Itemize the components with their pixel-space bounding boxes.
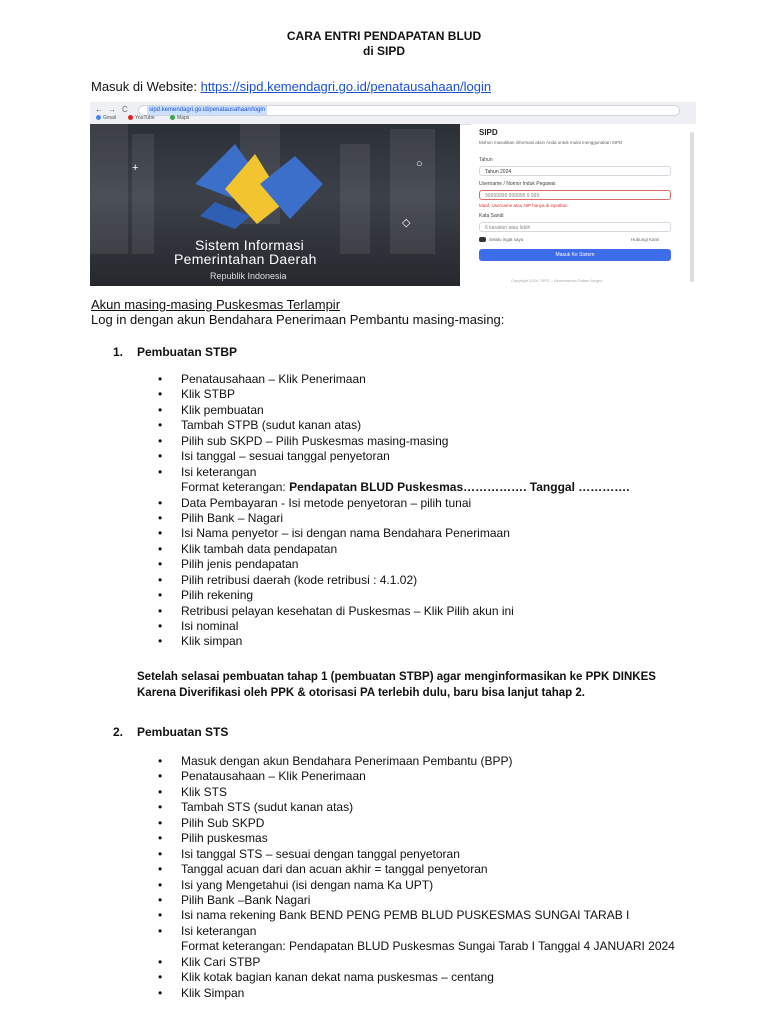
bookmark-youtube: YouTube	[128, 115, 155, 121]
website-label: Masuk di Website:	[91, 79, 201, 94]
reload-icon: C	[122, 105, 128, 114]
list-item: • Pilih Sub SKPD	[158, 815, 265, 830]
forward-icon: →	[108, 105, 116, 114]
browser-toolbar	[90, 102, 696, 125]
list-item: • Pilih Bank –Bank Nagari	[158, 892, 311, 907]
list-item: • Pilih jenis pendapatan	[158, 557, 299, 572]
sipd-login-screenshot	[90, 102, 696, 286]
section1-number: 1.	[113, 345, 124, 359]
list-item: • Tambah STS (sudut kanan atas)	[158, 800, 354, 815]
list-item: • Klik STS	[158, 784, 228, 799]
panel-scrollbar[interactable]	[690, 132, 694, 282]
list-item: • Klik kotak bagian kanan dekat nama puskesmas – centang	[158, 970, 494, 985]
section1-steps	[158, 372, 630, 650]
list-item: • Data Pembayaran - Isi metode penyetoran – pilih tunai	[158, 495, 472, 510]
list-item: • Pilih retribusi daerah (kode retribusi : 4.1.02)	[158, 572, 418, 587]
list-item: • Klik tambah data pendapatan	[158, 541, 338, 556]
sipd-hero-image	[90, 124, 460, 286]
address-text: sipd.kemendagri.go.id/penatausahaan/login	[149, 107, 266, 113]
address-bar	[138, 105, 680, 116]
username-input[interactable]: 99999999 999999 9 999	[479, 190, 671, 200]
username-error: Maaf, Username atau NIP hanya di inputkan	[479, 203, 568, 208]
login-panel	[471, 124, 696, 286]
list-item: • Klik Simpan	[158, 985, 245, 1000]
note-line1: Setelah selasai pembuatan tahap 1 (pembuatan STBP) agar menginformasikan ke PPK DINKES	[137, 671, 656, 683]
website-intro	[91, 79, 491, 94]
ring-deco-icon: ○	[416, 158, 423, 170]
username-label: Username / Nomor Induk Pegawai	[479, 181, 556, 187]
list-item: • Isi keterangan	[158, 923, 257, 938]
section1-title: Pembuatan STBP	[137, 345, 238, 359]
section1-heading	[113, 345, 237, 359]
list-item: • Klik pembuatan	[158, 402, 264, 417]
section2-number: 2.	[113, 725, 124, 739]
list-item: • Klik STBP	[158, 387, 236, 402]
list-item: • Isi yang Mengetahui (isi dengan nama Ka UPT)	[158, 877, 434, 892]
login-footer: Copyright 2024, SIPD – Kementerian Dalam Negeri	[511, 278, 603, 283]
document-title: CARA ENTRI PENDAPATAN BLUD	[286, 29, 482, 43]
list-item: • Isi nama rekening Bank BEND PENG PEMB BLUD PUSKESMAS SUNGAI TARAB I	[158, 908, 630, 923]
year-select[interactable]: Tahun 2024	[479, 166, 671, 176]
password-label: Kata Sandi	[479, 213, 504, 219]
remember-toggle[interactable]: Selalu ingat saya	[479, 237, 523, 242]
bookmark-gmail: Gmail	[96, 115, 116, 121]
hero-title-line2: Pemerintahan Daerah	[174, 251, 317, 267]
list-item: • Pilih sub SKPD – Pilih Puskesmas masing-masing	[158, 433, 449, 448]
plus-deco-icon: +	[132, 162, 139, 174]
list-item: • Tambah STPB (sudut kanan atas)	[158, 418, 362, 433]
password-input[interactable]: 6 karakter atau lebih	[479, 222, 671, 232]
toggle-icon	[479, 237, 486, 242]
list-item: • Isi tanggal STS – sesuai dengan tanggal penyetoran	[158, 846, 460, 861]
login-description: Mohon masukkan informasi akun Anda untuk mulai menggunakan SIPD	[479, 140, 623, 145]
account-note: Akun masing-masing Puskesmas Terlampir	[91, 297, 341, 312]
verification-note	[137, 670, 757, 701]
hero-subtitle: Republik Indonesia	[210, 271, 287, 281]
login-title: SIPD	[479, 128, 498, 137]
format-line: Format keterangan: Pendapatan BLUD Puskesmas……………. Tanggal ………….	[181, 480, 630, 495]
hero-title-line1: Sistem Informasi	[195, 237, 305, 253]
bookmark-maps: Maps	[170, 115, 189, 121]
list-item: • Penatausahaan – Klik Penerimaan	[158, 372, 366, 386]
section2-heading	[113, 725, 228, 739]
list-item: • Isi keterangan	[158, 464, 257, 479]
contact-link[interactable]: Hubungi Kami	[631, 237, 660, 242]
list-item: • Tanggal acuan dari dan acuan akhir = tanggal penyetoran	[158, 862, 488, 877]
list-item: • Klik Cari STBP	[158, 954, 261, 969]
year-label: Tahun	[479, 157, 493, 163]
list-item: • Isi tanggal – sesuai tanggal penyetoran	[158, 449, 390, 464]
diamond-deco-icon: ◇	[402, 217, 411, 229]
sipd-logo-icon	[195, 144, 325, 229]
format-line: Format keterangan: Pendapatan BLUD Puskesmas Sungai Tarab I Tanggal 4 JANUARI 2024	[181, 939, 675, 954]
document-subtitle: di SIPD	[362, 44, 405, 58]
list-item: • Isi Nama penyetor – isi dengan nama Bendahara Penerimaan	[158, 526, 510, 541]
list-item: • Isi nominal	[158, 619, 239, 633]
section2-steps	[158, 754, 675, 1001]
login-button[interactable]: Masuk Ke Sistem	[479, 249, 671, 261]
list-item: • Pilih rekening	[158, 588, 254, 603]
section2-title: Pembuatan STS	[137, 725, 229, 739]
list-item: • Pilih puskesmas	[158, 831, 268, 846]
list-item: • Masuk dengan akun Bendahara Penerimaan Pembantu (BPP)	[158, 754, 513, 768]
list-item: • Retribusi pelayan kesehatan di Puskesmas – Klik Pilih akun ini	[158, 603, 514, 618]
list-item: • Klik simpan	[158, 634, 243, 649]
back-icon: ←	[95, 105, 103, 114]
sipd-login-link[interactable]: https://sipd.kemendagri.go.id/penatausahaan/login	[200, 79, 492, 94]
login-instruction: Log in dengan akun Bendahara Penerimaan Pembantu masing-masing:	[91, 312, 505, 327]
list-item: • Pilih Bank – Nagari	[158, 510, 284, 525]
note-line2: Karena Diverifikasi oleh PPK & otorisasi PA terlebih dulu, baru bisa lanjut tahap 2.	[137, 686, 585, 699]
list-item: • Penatausahaan – Klik Penerimaan	[158, 769, 366, 784]
